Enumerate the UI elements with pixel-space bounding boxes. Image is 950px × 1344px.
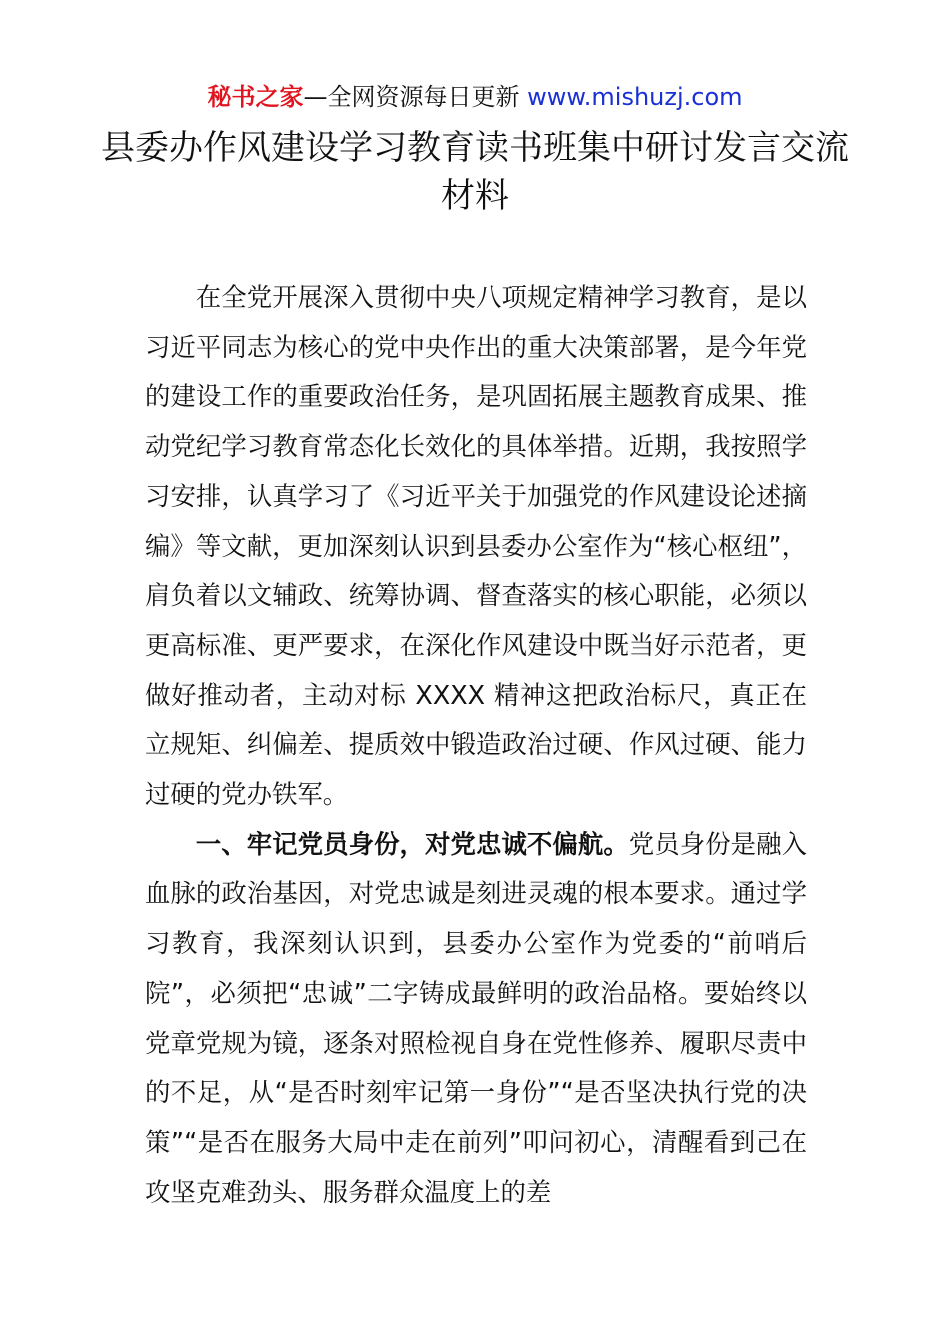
paragraph-text: 党员身份是融入血脉的政治基因，对党忠诚是刻进灵魂的根本要求。通过学习教育，我深刻认识到，县委办公室作为党委的“前哨后院”，必须把“忠诚”二字铸成最鲜明的政治品格。要始终以党章党规为镜，逐条对照检视自身在党性修养、履职尽责中的不足，从“是否时刻牢记第一身份”“是否坚决执行党的决策”“是否在服务大局中走在前列”叩问初心，清醒看到己在攻坚克难劲头、服务群众温度上的差 (145, 828, 808, 1207)
paragraph-intro (145, 273, 807, 820)
header-tagline: —全网资源每日更新 (303, 83, 520, 111)
document-body (145, 273, 807, 1217)
paragraph-text: 在全党开展深入贯彻中央八项规定精神学习教育，是以习近平同志为核心的党中央作出的重大决策部署，是今年党的建设工作的重要政治任务，是巩固拓展主题教育成果、推动党纪学习教育常态化长效化的具体举措。近期，我按照学习安排，认真学习了《习近平关于加强党的作风建设论述摘编》等文献，更加深刻认识到县委办公室作为“核心枢纽”，肩负着以文辅政、统筹协调、督查落实的核心职能，必须以更高标准、更严要求，在深化作风建设中既当好示范者，更做好推动者，主动对标 XXXX 精神这把政治标尺，真正在立规矩、纠偏差、提质效中锻造政治过硬、作风过硬、能力过硬的党办铁军。 (145, 282, 807, 810)
brand-name: 秘书之家 (207, 83, 304, 111)
document-title: 县委办作风建设学习教育读书班集中研讨发言交流材料 (101, 128, 849, 216)
paragraph-section-1 (145, 820, 807, 1218)
section-heading: 一、牢记党员身份，对党忠诚不偏航。 (195, 828, 629, 859)
site-url: www.mishuzj.com (527, 83, 743, 111)
watermark-header (0, 80, 950, 114)
